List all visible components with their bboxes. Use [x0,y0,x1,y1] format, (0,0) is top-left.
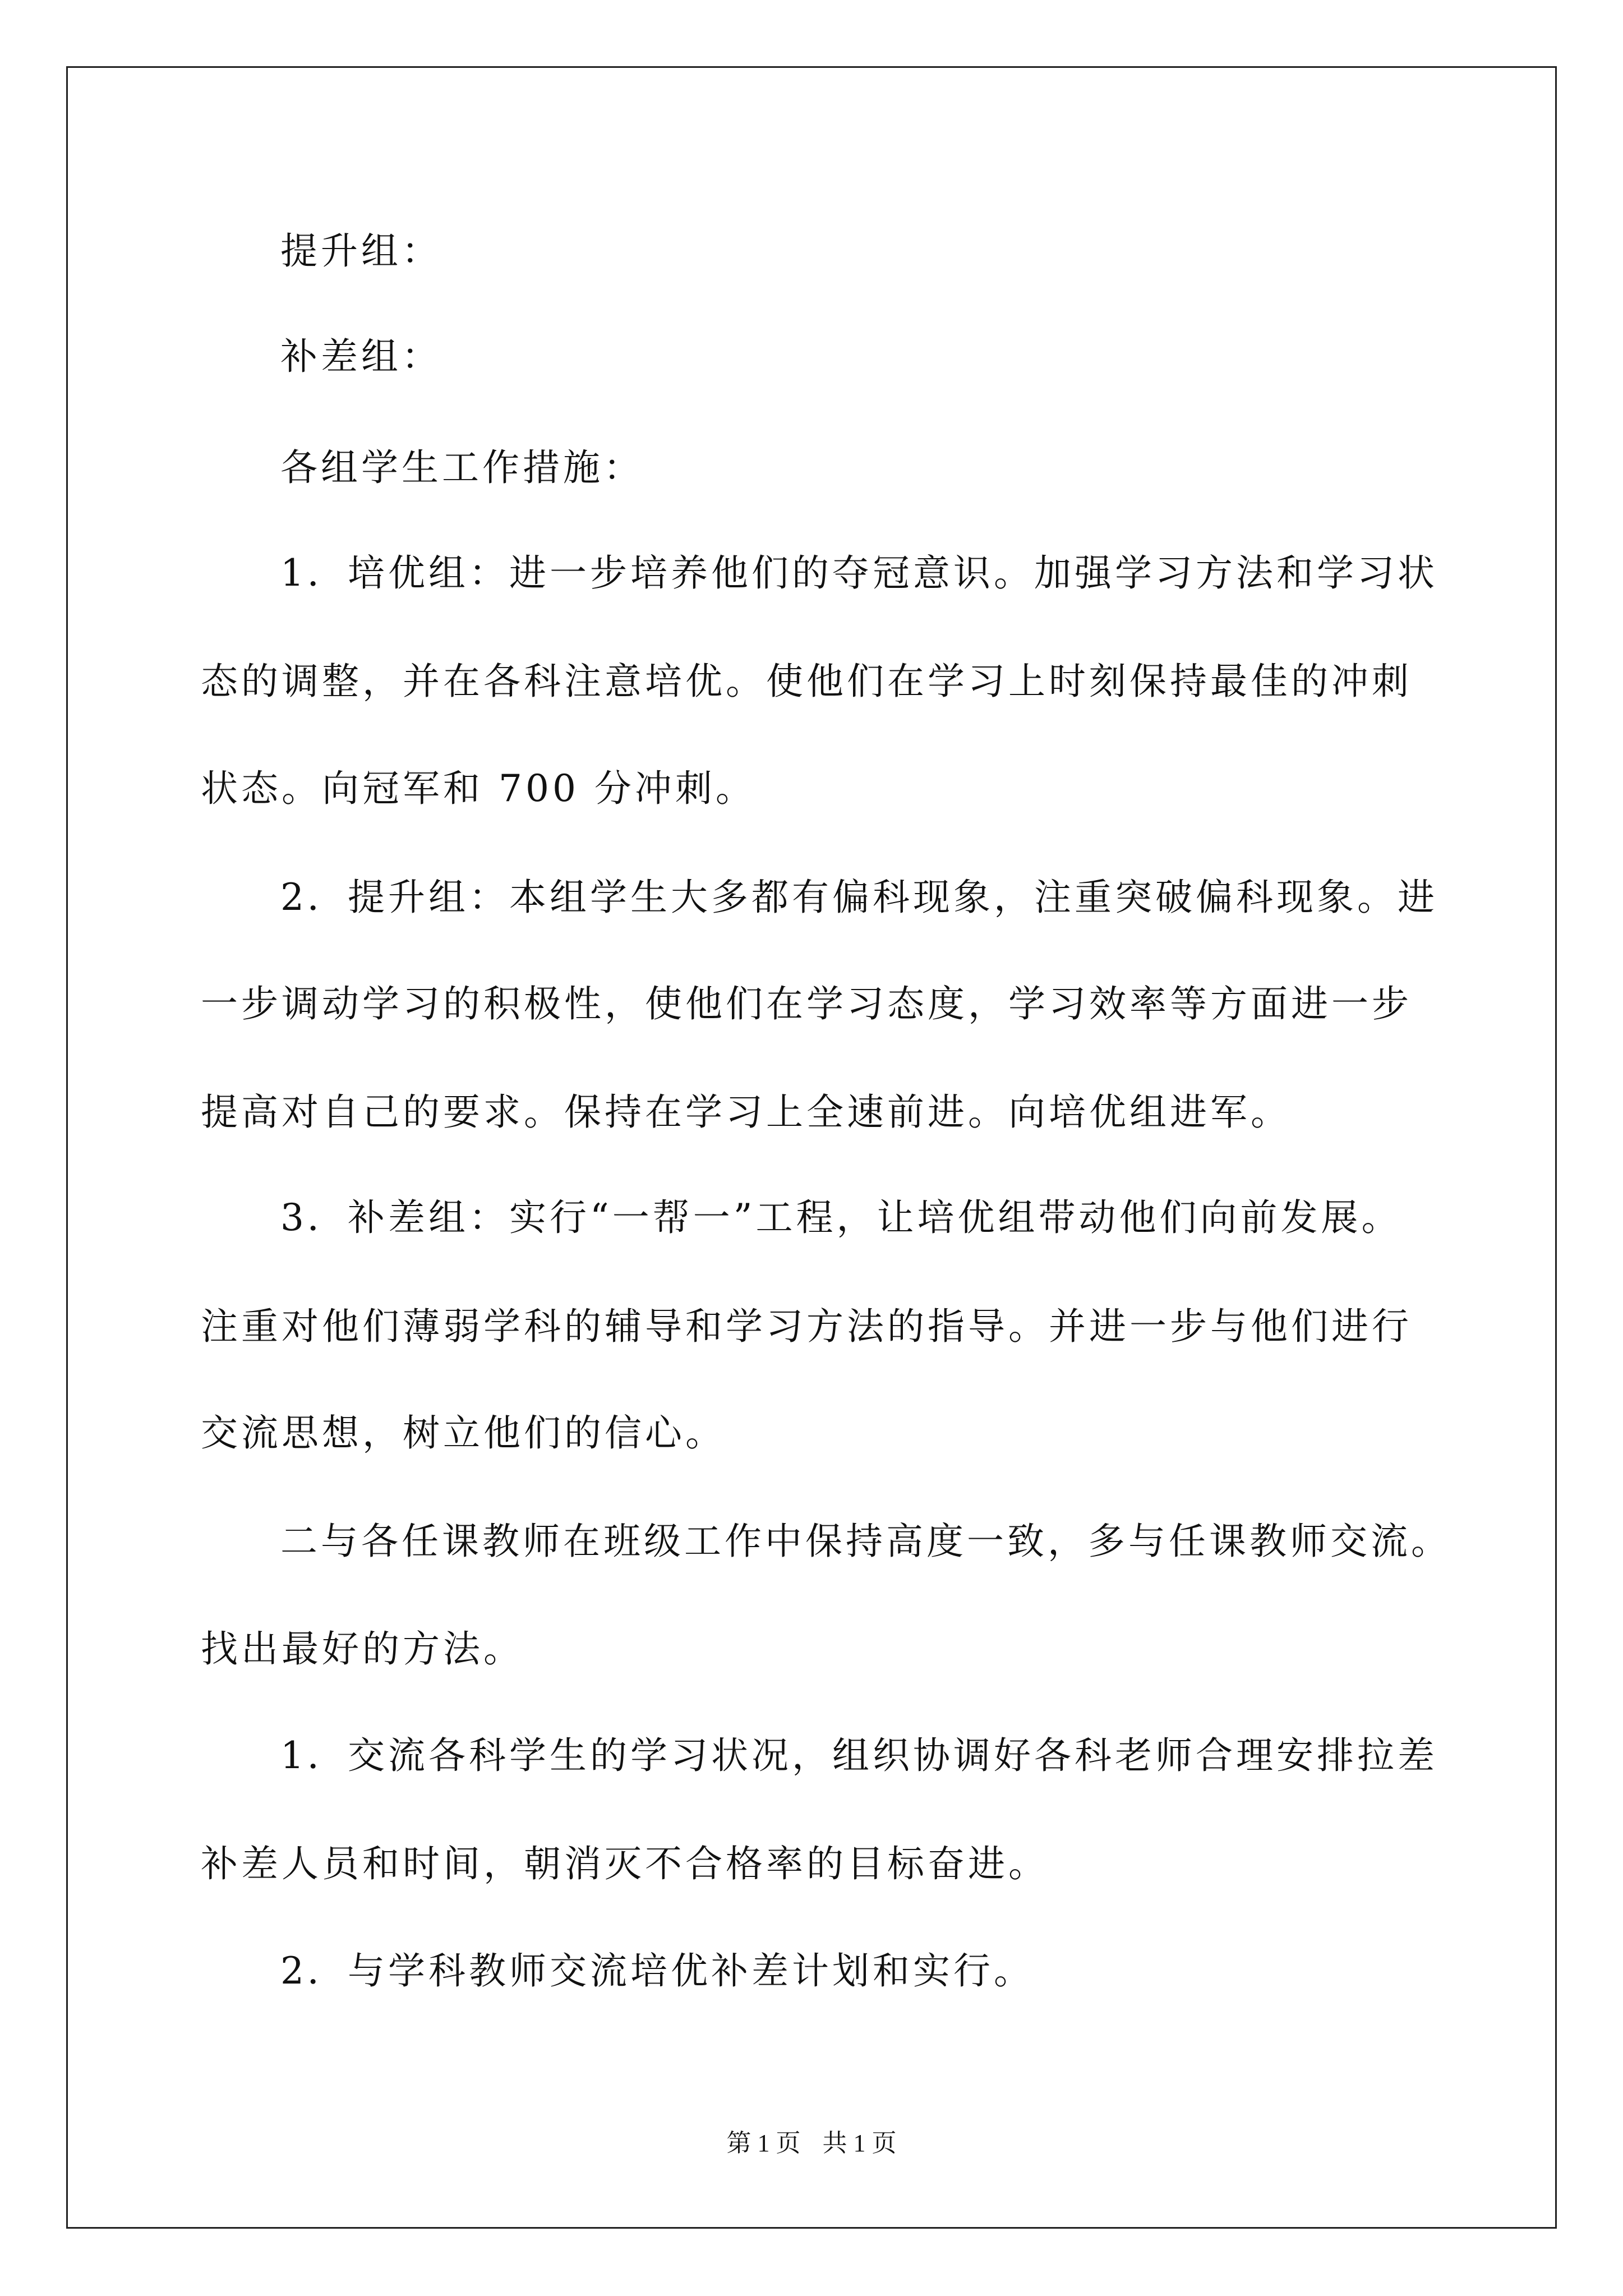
paragraph-line: 2．提升组：本组学生大多都有偏科现象，注重突破偏科现象。进 [280,876,1438,919]
paragraph-line: 二与各任课教师在班级工作中保持高度一致，多与任课教师交流。 [280,1520,1451,1563]
paragraph-line: 注重对他们薄弱学科的辅导和学习方法的指导。并进一步与他们进行 [201,1305,1412,1348]
paragraph-line: 2．与学科教师交流培优补差计划和实行。 [280,1949,1034,1993]
page-border [66,66,1557,2229]
page-total: 共 1 页 [822,2129,897,2157]
paragraph-line: 1．交流各科学生的学习状况，组织协调好各科老师合理安排拉差 [280,1734,1438,1777]
paragraph-line: 补差组： [280,335,442,378]
paragraph-line: 提高对自己的要求。保持在学习上全速前进。向培优组进军。 [201,1091,1291,1134]
paragraph-line: 各组学生工作措施： [280,446,644,489]
paragraph-line: 补差人员和时间，朝消灭不合格率的目标奋进。 [201,1842,1049,1885]
paragraph-line: 状态。向冠军和 700 分冲刺。 [201,767,756,810]
page-number: 第 1 页 [726,2129,801,2157]
paragraph-line: 1．培优组：进一步培养他们的夺冠意识。加强学习方法和学习状 [280,551,1438,595]
paragraph-line: 交流思想，树立他们的信心。 [201,1411,726,1455]
paragraph-line: 态的调整，并在各科注意培优。使他们在学习上时刻保持最佳的冲刺 [201,660,1412,703]
paragraph-line: 一步调动学习的积极性，使他们在学习态度，学习效率等方面进一步 [201,982,1412,1025]
paragraph-line: 3．补差组：实行“一帮一”工程，让培优组带动他们向前发展。 [280,1196,1402,1239]
paragraph-line: 找出最好的方法。 [201,1627,524,1671]
page-footer [0,2128,1623,2159]
paragraph-line: 提升组： [280,229,442,273]
